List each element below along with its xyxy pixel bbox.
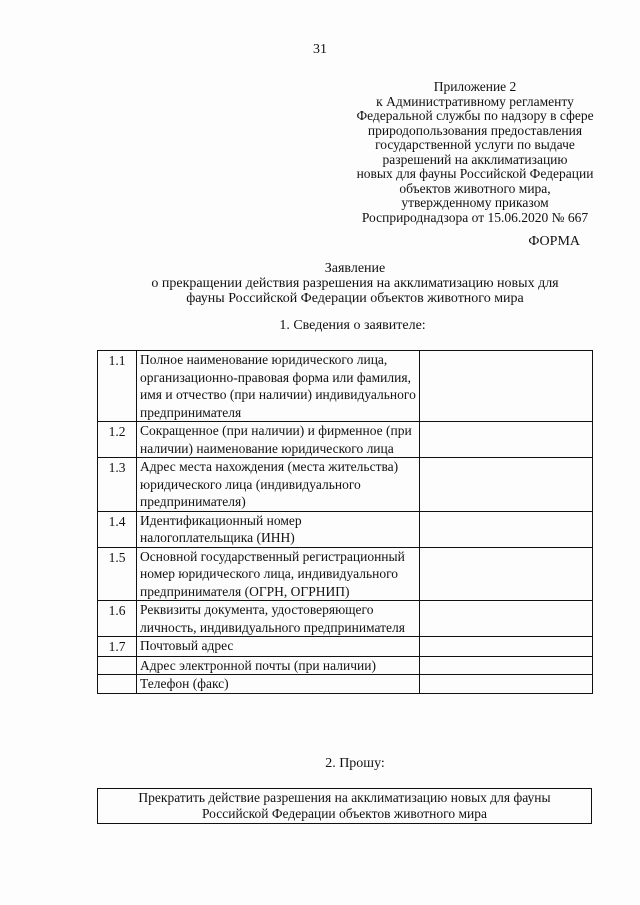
row-number	[98, 656, 137, 675]
row-value-field[interactable]	[420, 656, 593, 675]
row-value-field[interactable]	[420, 547, 593, 601]
appendix-line: Приложение 2	[433, 79, 517, 94]
title-line: Заявление	[324, 261, 386, 276]
title-line: о прекращении действия разрешения на акклиматизацию новых для	[151, 276, 559, 291]
row-number: 1.1	[98, 351, 137, 422]
table-row	[98, 656, 593, 675]
row-label: Основной государственный регистрационный номер юридического лица, индивидуального предпринимателя (ОГРН, ОГРНИП)	[137, 547, 420, 601]
row-value-field[interactable]	[420, 637, 593, 657]
row-number: 1.6	[98, 601, 137, 637]
row-number: 1.2	[98, 422, 137, 458]
appendix-line: Росприроднадзора от 15.06.2020 № 667	[361, 209, 589, 225]
row-label: Реквизиты документа, удостоверяющего личность, индивидуального предпринимателя	[137, 601, 420, 637]
page-number: 31	[313, 42, 327, 57]
appendix-line: природопользования предоставления	[367, 122, 583, 138]
applicant-info-table	[97, 350, 593, 694]
section1-heading: 1. Сведения о заявителе:	[279, 318, 426, 333]
row-label: Полное наименование юридического лица, организационно-правовая форма или фамилия, имя и отчество (при наличии) индивидуального предпринимателя	[137, 351, 420, 422]
row-label: Адрес электронной почты (при наличии)	[137, 656, 420, 675]
appendix-line: к Административному регламенту	[376, 93, 574, 109]
row-value-field[interactable]	[420, 675, 593, 694]
row-number: 1.5	[98, 547, 137, 601]
table-row	[98, 511, 593, 547]
row-value-field[interactable]	[420, 351, 593, 422]
row-label: Адрес места нахождения (места жительства) юридического лица (индивидуального предпринимателя)	[137, 458, 420, 512]
appendix-header	[330, 80, 620, 225]
appendix-line: разрешений на акклиматизацию	[382, 151, 568, 167]
table-row	[98, 675, 593, 694]
appendix-line: утвержденному приказом	[401, 195, 549, 210]
title-line: фауны Российской Федерации объектов животного мира	[186, 291, 524, 306]
table-row	[98, 422, 593, 458]
appendix-line: государственной услуги по выдаче	[375, 137, 575, 152]
form-label: ФОРМА	[528, 234, 580, 249]
row-label: Сокращенное (при наличии) и фирменное (при наличии) наименование юридического лица	[137, 422, 420, 458]
appendix-line: объектов животного мира,	[399, 180, 551, 196]
row-number: 1.3	[98, 458, 137, 512]
row-label: Идентификационный номер налогоплательщика (ИНН)	[137, 511, 420, 547]
row-value-field[interactable]	[420, 422, 593, 458]
table-row	[98, 547, 593, 601]
row-number: 1.7	[98, 637, 137, 657]
row-value-field[interactable]	[420, 458, 593, 512]
section2-heading: 2. Прошу:	[325, 756, 385, 771]
table-row	[98, 637, 593, 657]
request-line: Прекратить действие разрешения на акклиматизацию новых для фауны	[138, 790, 551, 805]
row-value-field[interactable]	[420, 511, 593, 547]
document-title	[70, 261, 640, 306]
table-row	[98, 351, 593, 422]
appendix-line: Федеральной службы по надзору в сфере	[356, 108, 594, 123]
table-row	[98, 601, 593, 637]
table-row	[98, 458, 593, 512]
request-line: Российской Федерации объектов животного мира	[201, 806, 487, 821]
row-number: 1.4	[98, 511, 137, 547]
row-value-field[interactable]	[420, 601, 593, 637]
appendix-line: новых для фауны Российской Федерации	[356, 166, 594, 181]
row-label: Почтовый адрес	[137, 637, 420, 657]
request-box	[97, 788, 592, 824]
row-number	[98, 675, 137, 694]
row-label: Телефон (факс)	[137, 675, 420, 694]
